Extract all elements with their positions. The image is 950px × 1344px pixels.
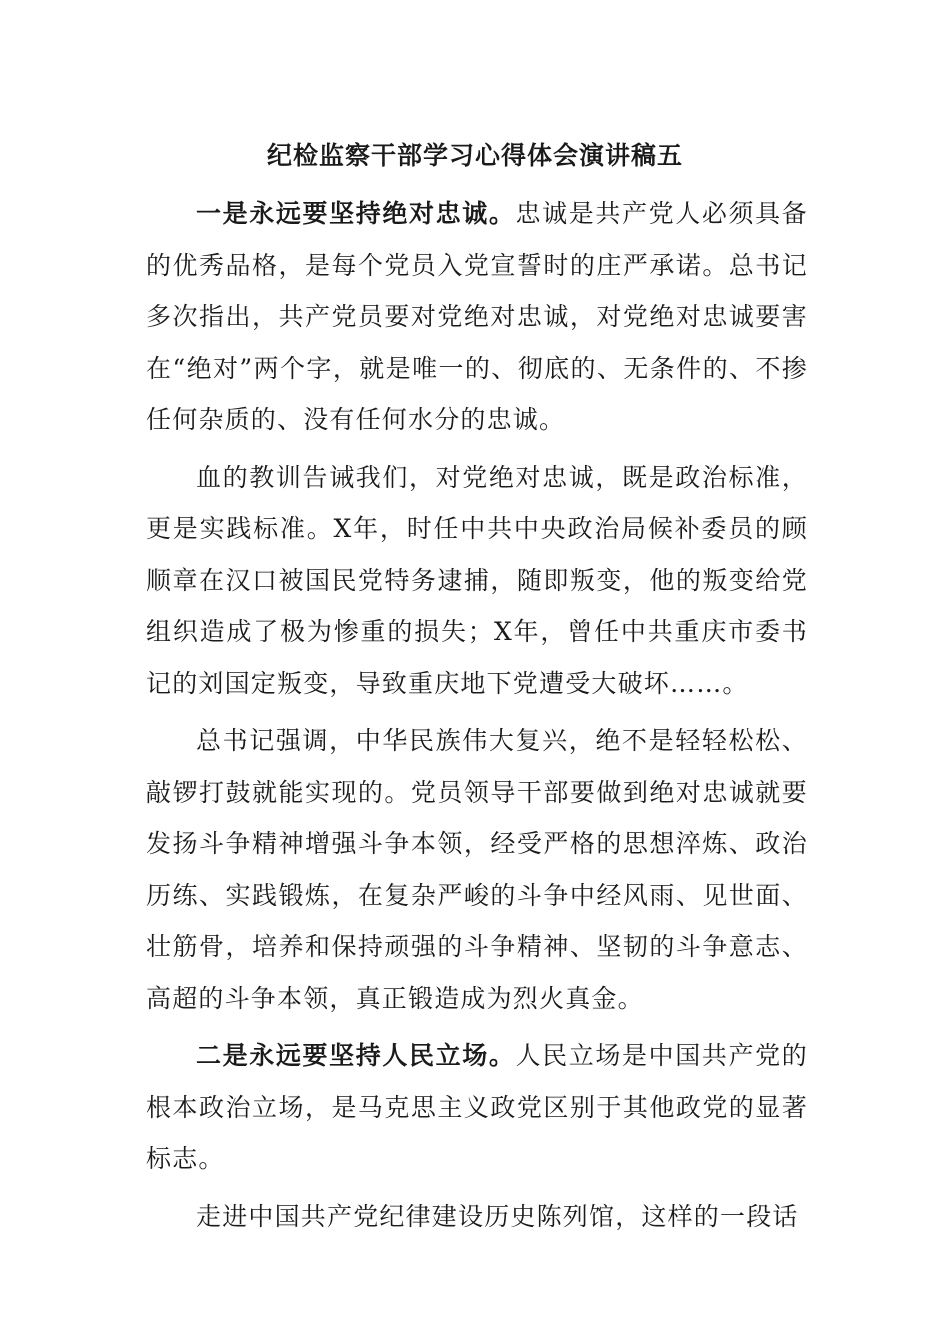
paragraph-lead: 二是永远要坚持人民立场。 (196, 1041, 516, 1070)
paragraph-text: 忠诚是共产党人必须具备的优秀品格，是每个党员入党宣誓时的庄严承诺。总书记多次指出，共产党员要对党绝对忠诚，对党绝对忠诚要害在“绝对”两个字，就是唯一的、彻底的、无条件的、不掺任何杂质的、没有任何水分的忠诚。 (146, 199, 809, 434)
paragraph-text: 总书记强调，中华民族伟大复兴，绝不是轻轻松松、敲锣打鼓就能实现的。党员领导干部要做到绝对忠诚就要发扬斗争精神增强斗争本领，经受严格的思想淬炼、政治历练、实践锻炼，在复杂严峻的斗争中经风雨、见世面、壮筋骨，培养和保持顽强的斗争精神、坚韧的斗争意志、高超的斗争本领，真正锻造成为烈火真金。 (146, 726, 808, 1013)
paragraph-1 (146, 188, 808, 446)
paragraph-text: 血的教训告诫我们，对党绝对忠诚，既是政治标准，更是实践标准。X年，时任中共中央政治局候补委员的顾顺章在汉口被国民党特务逮捕，随即叛变，他的叛变给党组织造成了极为惨重的损失；X年，曾任中共重庆市委书记的刘国定叛变，导致重庆地下党遭受大破坏……。 (146, 462, 808, 698)
document-body (146, 188, 808, 1248)
paragraph-text: 走进中国共产党纪律建设历史陈列馆，这样的一段话 (196, 1201, 799, 1231)
paragraph-3 (146, 715, 808, 1024)
paragraph-text: 人民立场是中国共产党的根本政治立场，是马克思主义政党区别于其他政党的显著标志。 (146, 1041, 809, 1173)
document-title: 纪检监察干部学习心得体会演讲稿五 (266, 141, 683, 170)
paragraph-2 (146, 452, 808, 710)
paragraph-lead: 一是永远要坚持绝对忠诚。 (196, 199, 516, 228)
paragraph-5 (146, 1191, 808, 1243)
paragraph-4 (146, 1030, 808, 1185)
